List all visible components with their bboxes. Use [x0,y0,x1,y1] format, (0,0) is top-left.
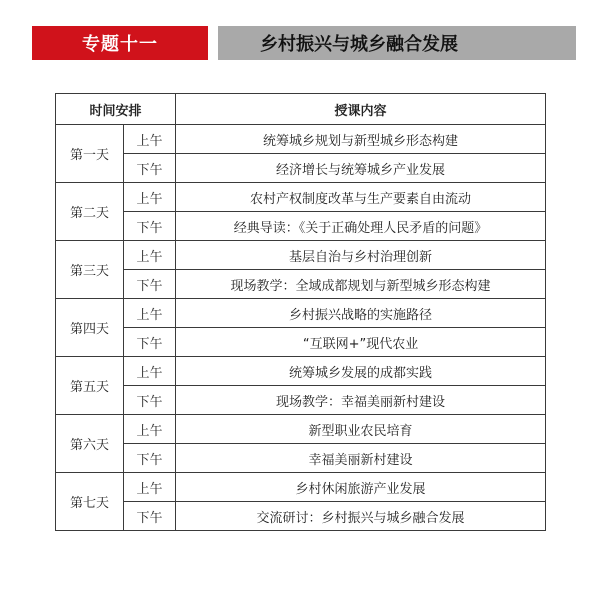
day-cell: 第四天 [56,299,124,357]
table-row [56,270,546,299]
header-content: 授课内容 [176,94,546,125]
day-cell: 第五天 [56,357,124,415]
slot-cell: 上午 [124,183,176,212]
content-cell: 乡村休闲旅游产业发展 [176,473,546,502]
content-cell: 经典导读：《关于正确处理人民矛盾的问题》 [176,212,546,241]
slot-cell: 上午 [124,241,176,270]
slot-cell: 下午 [124,386,176,415]
slot-cell: 下午 [124,212,176,241]
content-cell: 乡村振兴战略的实施路径 [176,299,546,328]
content-cell: 统筹城乡发展的成都实践 [176,357,546,386]
content-cell: 农村产权制度改革与生产要素自由流动 [176,183,546,212]
table-row [56,125,546,154]
table-row [56,502,546,531]
table-row [56,212,546,241]
table-row [56,444,546,473]
slot-cell: 下午 [124,270,176,299]
slot-cell: 上午 [124,299,176,328]
day-cell: 第二天 [56,183,124,241]
slot-cell: 下午 [124,154,176,183]
day-cell: 第七天 [56,473,124,531]
topic-title: 乡村振兴与城乡融合发展 [218,26,576,60]
slot-cell: 下午 [124,444,176,473]
day-cell: 第三天 [56,241,124,299]
day-cell: 第六天 [56,415,124,473]
slot-cell: 上午 [124,357,176,386]
table-row [56,328,546,357]
content-cell: 经济增长与统筹城乡产业发展 [176,154,546,183]
table-row [56,183,546,212]
table-row [56,241,546,270]
table-row [56,386,546,415]
slot-cell: 上午 [124,473,176,502]
slot-cell: 上午 [124,125,176,154]
content-cell: 现场教学：幸福美丽新村建设 [176,386,546,415]
table-row [56,415,546,444]
content-cell: 交流研讨：乡村振兴与城乡融合发展 [176,502,546,531]
content-cell: 幸福美丽新村建设 [176,444,546,473]
table-row [56,473,546,502]
table-row [56,154,546,183]
content-cell: 新型职业农民培育 [176,415,546,444]
content-cell: 现场教学：全域成都规划与新型城乡形态构建 [176,270,546,299]
day-cell: 第一天 [56,125,124,183]
slot-cell: 下午 [124,328,176,357]
topic-number-tag: 专题十一 [32,26,208,60]
table-header-row [56,94,546,125]
slot-cell: 下午 [124,502,176,531]
schedule-table [55,93,546,531]
section-banner [32,26,576,60]
content-cell: 统筹城乡规划与新型城乡形态构建 [176,125,546,154]
content-cell: “互联网+”现代农业 [176,328,546,357]
header-time: 时间安排 [56,94,176,125]
table-row [56,357,546,386]
content-cell: 基层自治与乡村治理创新 [176,241,546,270]
table-row [56,299,546,328]
slot-cell: 上午 [124,415,176,444]
